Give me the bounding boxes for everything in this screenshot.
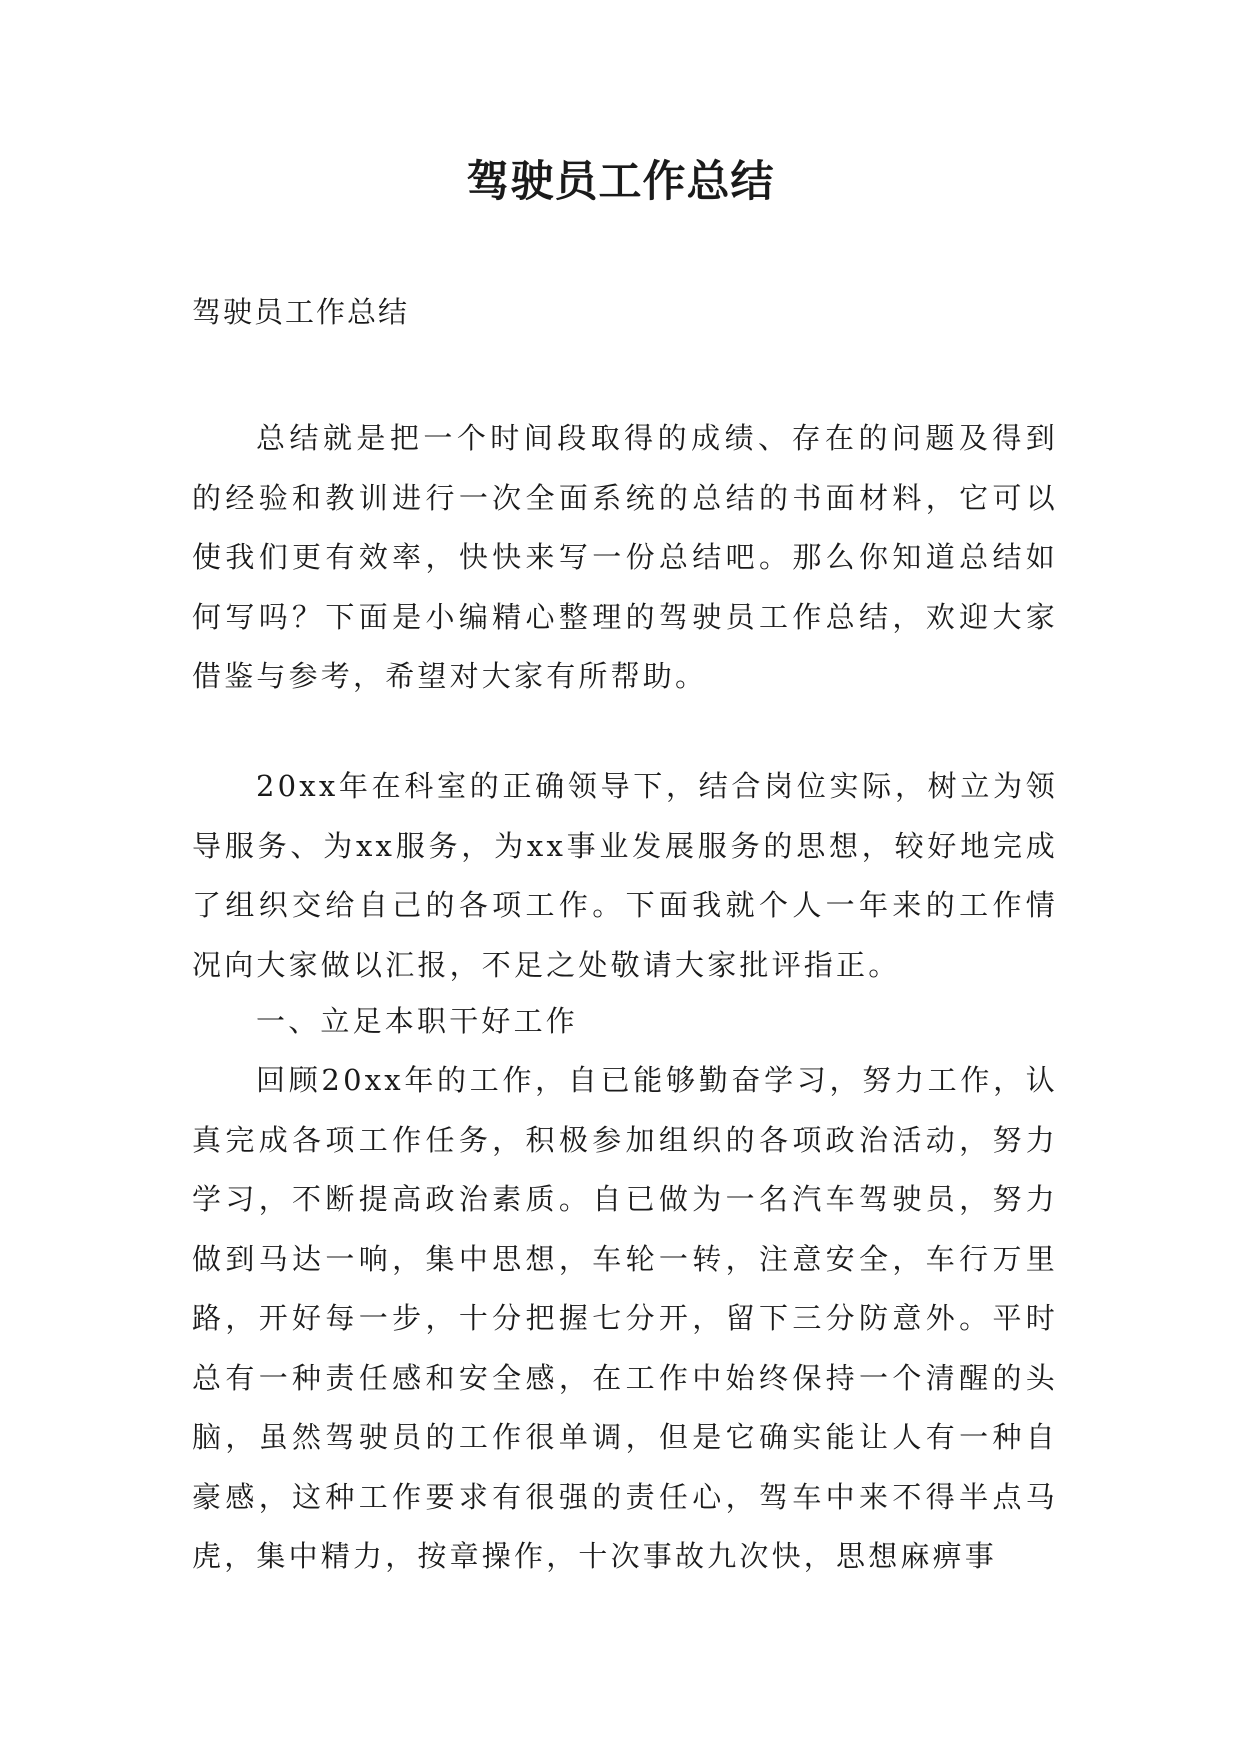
- document-subtitle: 驾驶员工作总结: [192, 295, 410, 329]
- body-paragraph-2: 回顾20xx年的工作，自已能够勤奋学习，努力工作，认真完成各项工作任务，积极参加组织的各项政治活动，努力学习，不断提高政治素质。自已做为一名汽车驾驶员，努力做到马达一响，集中思想，车轮一转，注意安全，车行万里路，开好每一步，十分把握七分开，留下三分防意外。平时总有一种责任感和安全感，在工作中始终保持一个清醒的头脑，虽然驾驶员的工作很单调，但是它确实能让人有一种自豪感，这种工作要求有很强的责任心，驾车中来不得半点马虎，集中精力，按章操作，十次事故九次快，思想麻痹事: [192, 1063, 1058, 1573]
- document-title: 驾驶员工作总结: [466, 157, 775, 207]
- section-heading: 一、立足本职干好工作: [256, 1004, 579, 1038]
- intro-paragraph: 总结就是把一个时间段取得的成绩、存在的问题及得到的经验和教训进行一次全面系统的总结的书面材料，它可以使我们更有效率，快快来写一份总结吧。那么你知道总结如何写吗？下面是小编精心整理的驾驶员工作总结，欢迎大家借鉴与参考，希望对大家有所帮助。: [192, 421, 1058, 693]
- body-paragraph-1: 20xx年在科室的正确领导下，结合岗位实际，树立为领导服务、为xx服务，为xx事业发展服务的思想，较好地完成了组织交给自己的各项工作。下面我就个人一年来的工作情况向大家做以汇报，不足之处敬请大家批评指正。: [192, 769, 1058, 982]
